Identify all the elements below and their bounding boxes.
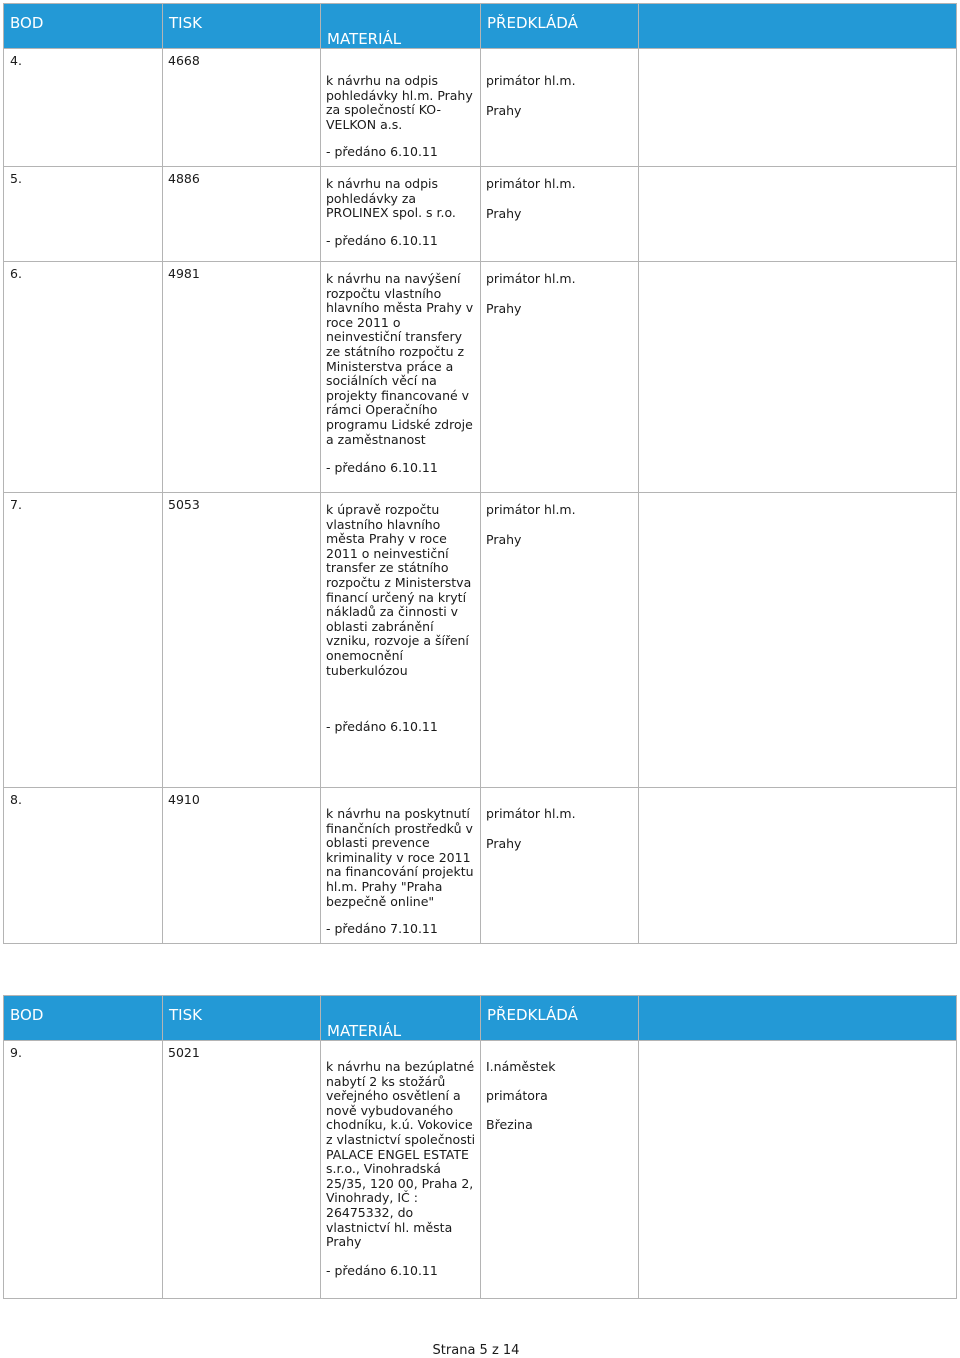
- predano-text: - předáno 6.10.11: [326, 144, 438, 160]
- header-bod: BOD: [4, 4, 163, 49]
- header-tisk: TISK: [163, 996, 321, 1041]
- tisk-number: 5021: [168, 1045, 200, 1060]
- header-bod: BOD: [4, 996, 163, 1041]
- material-text: k návrhu na odpis pohledávky za PROLINEX spol. s r.o.: [326, 175, 456, 221]
- header-empty: [639, 996, 957, 1041]
- predklada-line: primátora: [486, 1088, 548, 1104]
- agenda-table-1: [3, 3, 957, 944]
- bod-number: 4.: [10, 53, 22, 68]
- bod-number: 7.: [10, 496, 22, 512]
- table-row: [4, 49, 957, 167]
- table-row: [4, 166, 957, 261]
- header-material: MATERIÁL: [321, 996, 481, 1041]
- tisk-number: 4981: [168, 265, 200, 281]
- header-material: MATERIÁL: [321, 4, 481, 49]
- tisk-number: 4886: [168, 170, 200, 186]
- material-text: k návrhu na odpis pohledávky hl.m. Prahy za společností KO-VELKON a.s.: [326, 73, 473, 132]
- material-text: k úpravě rozpočtu vlastního hlavního města Prahy v roce 2011 o neinvestiční transfer ze státního rozpočtu z Ministerstva financí určený na krytí nákladů za činnosti v oblasti zabránění vzniku, rozvoje a šíření onemocnění tuberkulózou: [326, 501, 472, 678]
- predklada-line: primátor hl.m.: [486, 805, 576, 821]
- table-row: [4, 261, 957, 492]
- material-text: k návrhu na poskytnutí finančních prostředků v oblasti prevence kriminality v roce 2011 na financování projektu hl.m. Prahy "Praha bezpečně online": [326, 805, 474, 909]
- predklada-line: Prahy: [486, 531, 522, 547]
- bod-number: 8.: [10, 791, 22, 807]
- table-header: [4, 996, 957, 1041]
- predklada-line: Prahy: [486, 835, 522, 851]
- predklada-line: Prahy: [486, 205, 522, 221]
- page-footer: Strana 5 z 14: [432, 1343, 520, 1358]
- table-row: [4, 1041, 957, 1299]
- predklada-line: Prahy: [486, 300, 522, 316]
- table-row: [4, 492, 957, 787]
- predklada-line: I.náměstek: [486, 1059, 556, 1074]
- tisk-number: 4910: [168, 791, 200, 807]
- bod-number: 9.: [10, 1045, 22, 1060]
- predano-text: - předáno 6.10.11: [326, 460, 438, 476]
- predklada-line: primátor hl.m.: [486, 73, 576, 88]
- predano-text: - předáno 7.10.11: [326, 921, 438, 937]
- predklada-line: Březina: [486, 1117, 533, 1133]
- predano-text: - předáno 6.10.11: [326, 719, 438, 735]
- bod-number: 5.: [10, 170, 22, 186]
- predklada-line: primátor hl.m.: [486, 175, 576, 191]
- predklada-line: Prahy: [486, 102, 522, 118]
- material-text: k návrhu na bezúplatné nabytí 2 ks stožárů veřejného osvětlení a nově vybudovaného chodníku, k.ú. Vokovice z vlastnictví společnosti PALACE ENGEL ESTATE s.r.o., Vinohradská 25/35, 120 00, Praha 2, Vinohrady, IČ : 26475332, do vlastnictví hl. města Prahy: [326, 1059, 476, 1250]
- predano-text: - předáno 6.10.11: [326, 1262, 438, 1278]
- table-row: [4, 787, 957, 943]
- agenda-table-2: [3, 995, 957, 1299]
- predklada-line: primátor hl.m.: [486, 270, 576, 286]
- predano-text: - předáno 6.10.11: [326, 232, 438, 248]
- header-tisk: TISK: [163, 4, 321, 49]
- tisk-number: 4668: [168, 53, 200, 68]
- tisk-number: 5053: [168, 496, 200, 512]
- bod-number: 6.: [10, 265, 22, 281]
- header-predklada: PŘEDKLÁDÁ: [481, 996, 639, 1041]
- header-empty: [639, 4, 957, 49]
- material-text: k návrhu na navýšení rozpočtu vlastního hlavního města Prahy v roce 2011 o neinvestiční transfery ze státního rozpočtu z Ministerstva práce a sociálních věcí na projekty financované v rámci Operačního programu Lidské zdroje a zaměstnanost: [326, 270, 474, 447]
- header-predklada: PŘEDKLÁDÁ: [481, 4, 639, 49]
- predklada-line: primátor hl.m.: [486, 501, 576, 517]
- table-header: [4, 4, 957, 49]
